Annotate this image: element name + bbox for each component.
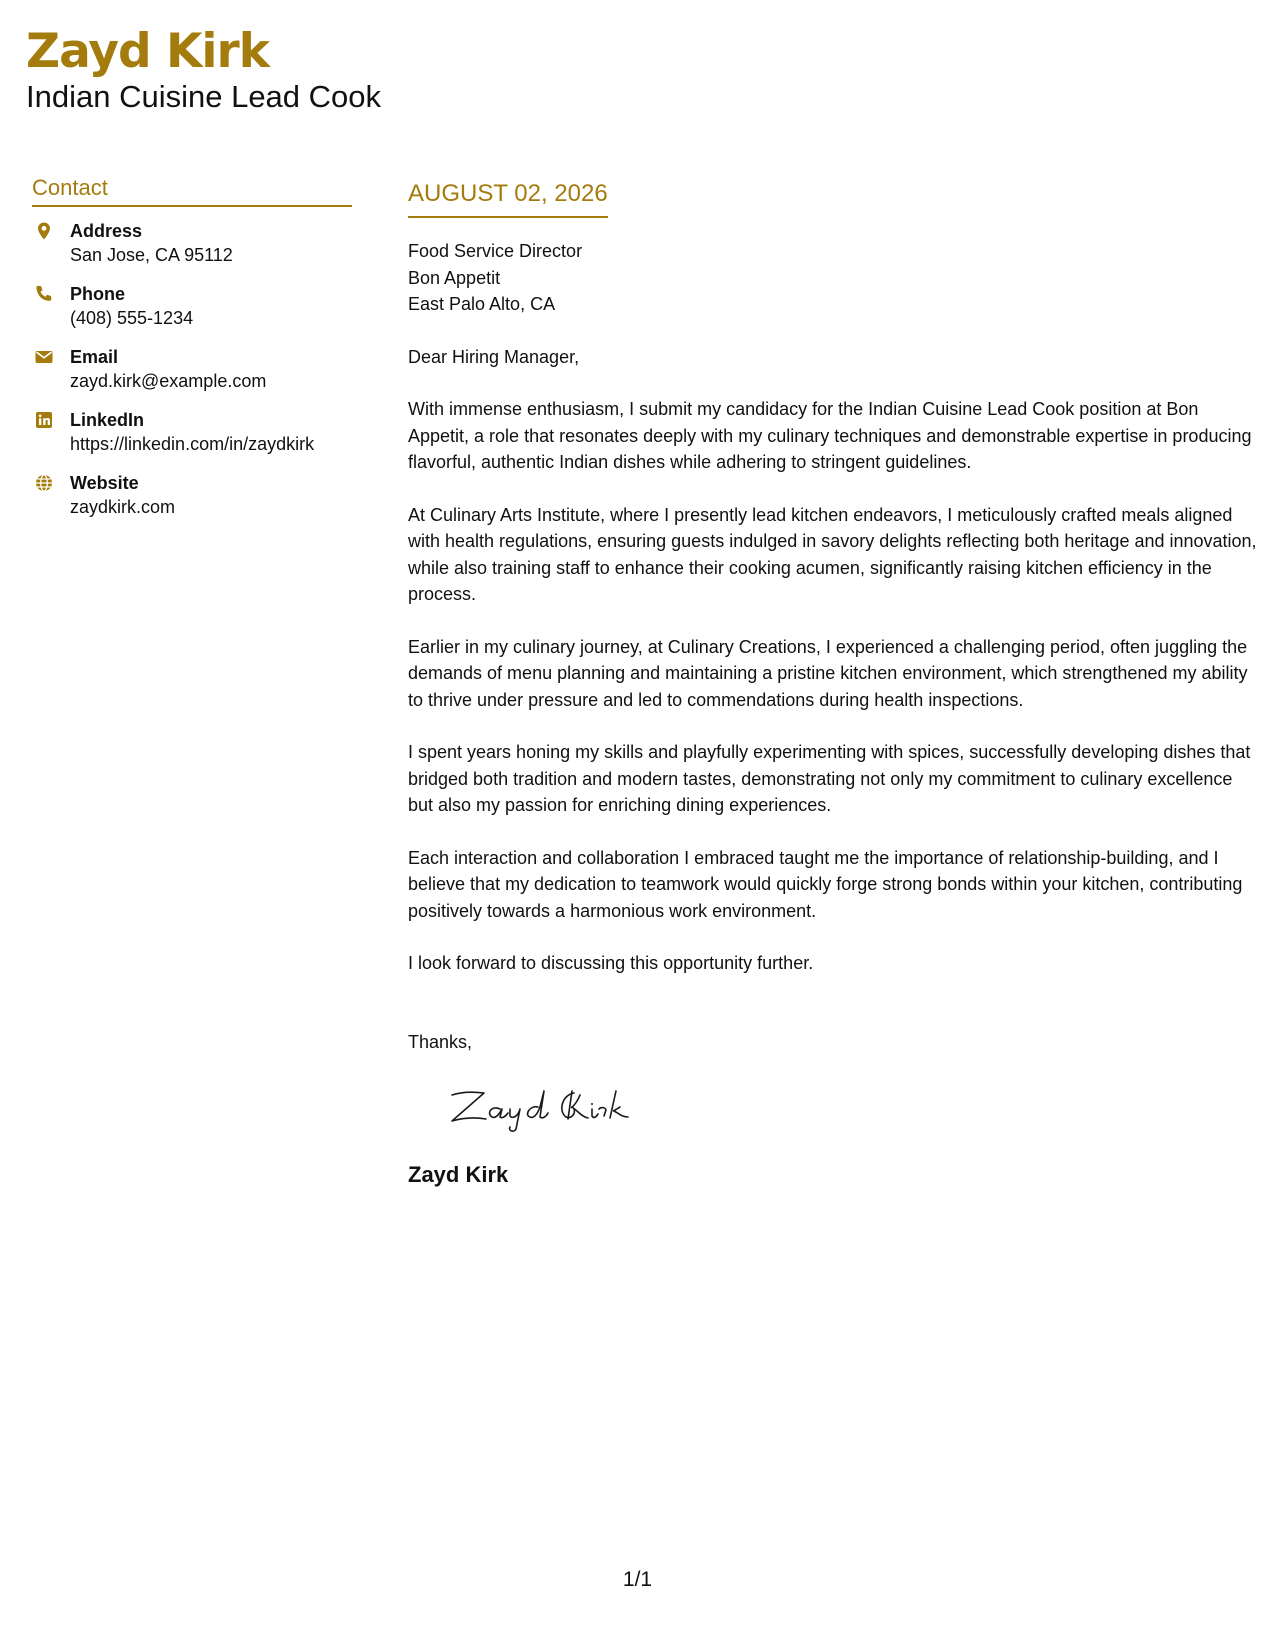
recipient-line: Bon Appetit: [408, 267, 501, 288]
linkedin-value[interactable]: https://linkedin.com/in/zaydkirk: [70, 434, 315, 454]
contact-linkedin: [32, 408, 352, 471]
body-paragraph: With immense enthusiasm, I submit my candidacy for the Indian Cuisine Lead Cook position at Bon Appetit, a role that resonates deeply with my culinary techniques and demonstrable expertise in producing flavorful, authentic Indian dishes while adhering to stringent guidelines.: [408, 399, 1252, 472]
contact-sidebar: [32, 174, 352, 534]
contact-heading: Contact: [32, 174, 352, 207]
map-pin-icon: [34, 221, 54, 241]
body-paragraph: I spent years honing my skills and playfully experimenting with spices, successfully developing dishes that bridged both tradition and modern tastes, demonstrating not only my commitment to culinary excellence but also my passion for enriching dining experiences.: [408, 742, 1251, 815]
page-number: 1/1: [622, 1568, 653, 1591]
contact-label: LinkedIn: [70, 410, 145, 430]
recipient-line: Food Service Director: [408, 241, 583, 261]
body-paragraph: I look forward to discussing this opportunity further.: [408, 953, 814, 973]
closing: Thanks,: [408, 1031, 473, 1052]
contact-label: Phone: [70, 284, 126, 304]
contact-label: Website: [70, 473, 139, 493]
phone-icon: [34, 284, 54, 304]
contact-email: [32, 345, 352, 408]
letter-date: AUGUST 02, 2026: [408, 178, 608, 218]
greeting: Dear Hiring Manager,: [408, 346, 580, 367]
recipient-line: East Palo Alto, CA: [408, 294, 556, 314]
email-value[interactable]: zayd.kirk@example.com: [70, 371, 267, 391]
contact-list: [32, 219, 352, 534]
globe-icon: [34, 473, 54, 493]
applicant-name: Zayd Kirk: [26, 24, 269, 79]
body-paragraph: Earlier in my culinary journey, at Culinary Creations, I experienced a challenging period, often juggling the demands of menu planning and maintaining a pristine kitchen environment, which strengthened my ability to thrive under pressure and led to commendations during health inspections.: [408, 636, 1248, 710]
body-paragraph: At Culinary Arts Institute, where I presently lead kitchen endeavors, I meticulously crafted meals aligned with health regulations, ensuring guests indulged in savory delights reflecting both heritage and innovation, while also training staff to enhance their cooking acumen, significantly raising kitchen efficiency in the process.: [408, 504, 1257, 604]
body-paragraph: Each interaction and collaboration I embraced taught me the importance of relationship-building, and I believe that my dedication to teamwork would quickly forge strong bonds within your kitchen, contributing positively towards a harmonious work environment.: [408, 847, 1243, 921]
letter-header: [26, 22, 381, 116]
envelope-icon: [34, 347, 54, 367]
contact-phone: [32, 282, 352, 345]
contact-address: [32, 219, 352, 282]
letter-body: [408, 178, 1258, 1189]
handwritten-signature: [446, 1083, 636, 1137]
applicant-title: Indian Cuisine Lead Cook: [26, 79, 382, 114]
contact-label: Address: [70, 221, 143, 241]
signer-name: Zayd Kirk: [408, 1162, 509, 1187]
phone-value[interactable]: (408) 555-1234: [70, 308, 194, 328]
linkedin-icon: [34, 410, 54, 430]
website-value[interactable]: zaydkirk.com: [70, 497, 176, 517]
recipient-block: [408, 238, 1258, 318]
address-value: San Jose, CA 95112: [70, 245, 233, 265]
contact-label: Email: [70, 347, 119, 367]
contact-website: [32, 471, 352, 534]
